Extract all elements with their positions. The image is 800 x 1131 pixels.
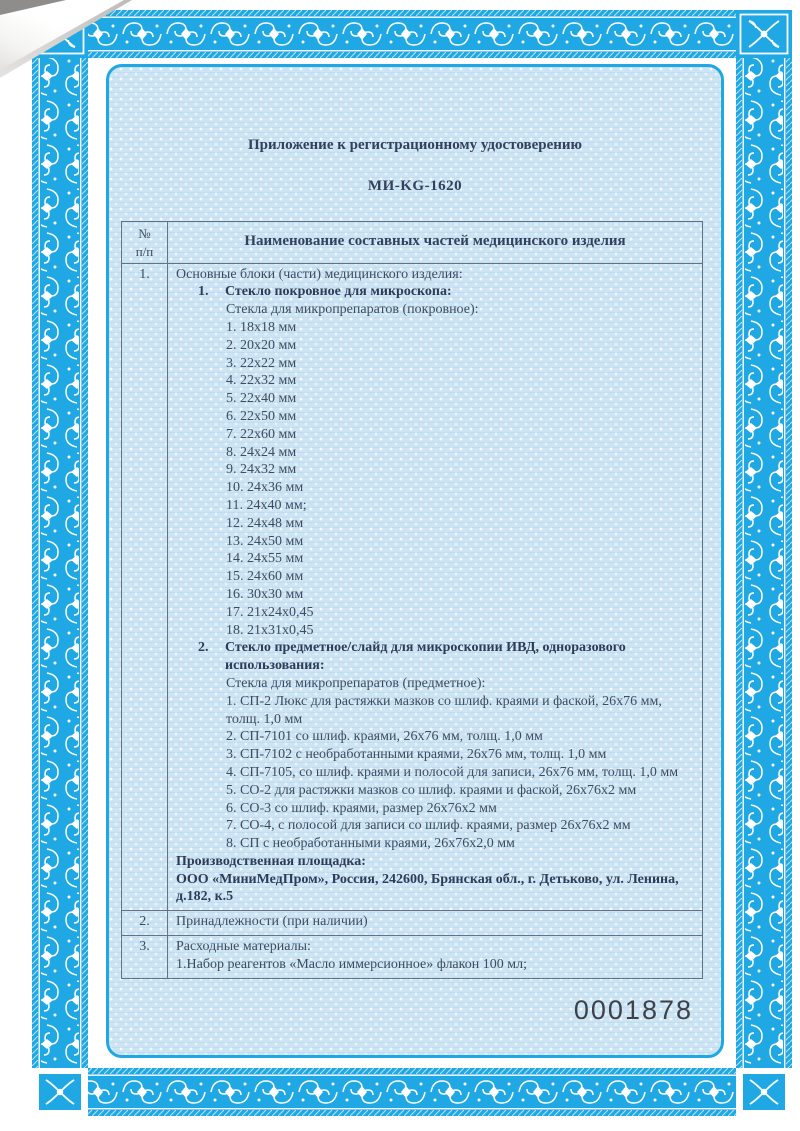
content-line: 2. 20х20 мм [226,337,297,353]
content-line: 10. 24х36 мм [226,480,304,496]
content-line: 1.Набор реагентов «Масло иммерсионное» флакон 100 мл; [176,956,527,972]
line-text: Стекло покровное для микроскопа: [225,284,452,300]
content-line: 17. 21х24х0,45 [226,604,314,620]
content-line: 2. СП-7101 со шлиф. краями, 26х76 мм, толщ. 1,0 мм [226,729,543,745]
content-line: 8. 24х24 мм [226,444,297,460]
content-line: 12. 24х48 мм [226,515,304,531]
content-line: 4. 22х32 мм [226,373,297,389]
registration-number: МИ-KG-1620 [367,178,463,194]
table-header-row [122,222,702,263]
decorative-border-bottom [32,1068,792,1116]
content-line: Основные блоки (части) медицинского изделия: [176,266,463,282]
content-line: 15. 24х60 мм [226,569,304,585]
line-text: Стекло предметное/слайд для микроскопии ИВД, одноразового использования: [225,640,626,674]
row-content [168,264,702,911]
border-corner-bottom-left [32,1068,88,1116]
row-content [168,936,702,978]
content-line: Стекла для микропрепаратов (предметное): [226,675,486,691]
column-header-num [122,222,168,263]
content-line: 8. СП с необработанными краями, 26х76х2,0 мм [226,836,515,852]
content-line: 5. 22х40 мм [226,391,297,407]
content-line [176,283,694,301]
num-header-line2: п/п [135,243,154,259]
row-number: 1. [122,264,168,911]
content-line: 5. СО-2 для растяжки мазков со шлиф. краями и фаской, 26х76х2 мм [226,782,637,798]
table-row [122,935,702,978]
decorative-border-left [32,10,88,1116]
content-line: Принадлежности (при наличии) [176,914,368,930]
content-line: Производственная площадка: [176,853,366,869]
content-line: 6. 22х50 мм [226,408,297,424]
content-line: Стекла для микропрепаратов (покровное): [226,302,479,318]
row-number: 3. [122,936,168,978]
certificate-panel [106,64,724,1058]
document-title: Приложение к регистрационному удостоверению [248,137,582,153]
content-line: 14. 24х55 мм [226,551,304,567]
content-line: Расходные материалы: [176,939,311,955]
num-header-line1: № [138,226,151,241]
border-corner-bottom-right [736,1068,792,1116]
content-line: 7. СО-4, с полосой для записи со шлиф. краями, размер 26х76х2 мм [226,818,631,834]
content-line: 1. 18х18 мм [226,319,297,335]
column-header-name: Наименование составных частей медицинского изделия [244,233,626,250]
border-corner-top-right [736,10,792,58]
content-line [176,639,694,675]
content-line: 9. 24х32 мм [226,462,297,478]
decorative-border-top [32,10,792,58]
content-line: 7. 22х60 мм [226,426,297,442]
content-line: 6. СО-3 со шлиф. краями, размер 26х76х2 мм [226,800,497,816]
table-row [122,263,702,911]
row-content [168,911,702,935]
line-number: 1. [198,284,209,300]
content-line: 18. 21х31х0,45 [226,622,314,638]
table-row [122,910,702,935]
content-line: 1. СП-2 Люкс для растяжки мазков со шлиф. краями и фаской, 26х76 мм, толщ. 1,0 мм [226,693,662,727]
decorative-border-right [736,10,792,1116]
content-line: 13. 24х50 мм [226,533,304,549]
content-line: 3. СП-7102 с необработанными краями, 26х76 мм, толщ. 1,0 мм [226,747,607,763]
content-line: 11. 24х40 мм; [226,497,307,513]
serial-number: 0001878 [573,994,693,1025]
row-number: 2. [122,911,168,935]
line-number: 2. [198,640,209,656]
content-line: 3. 22х22 мм [226,355,297,371]
content-line: 16. 30х30 мм [226,586,304,602]
content-line: ООО «МиниМедПром», Россия, 242600, Брянская обл., г. Детьково, ул. Ленина, д.182, к.5 [176,871,679,905]
components-table [121,221,703,979]
content-line: 4. СП-7105, со шлиф. краями и полосой для записи, 26х76 мм, толщ. 1,0 мм [226,764,679,780]
